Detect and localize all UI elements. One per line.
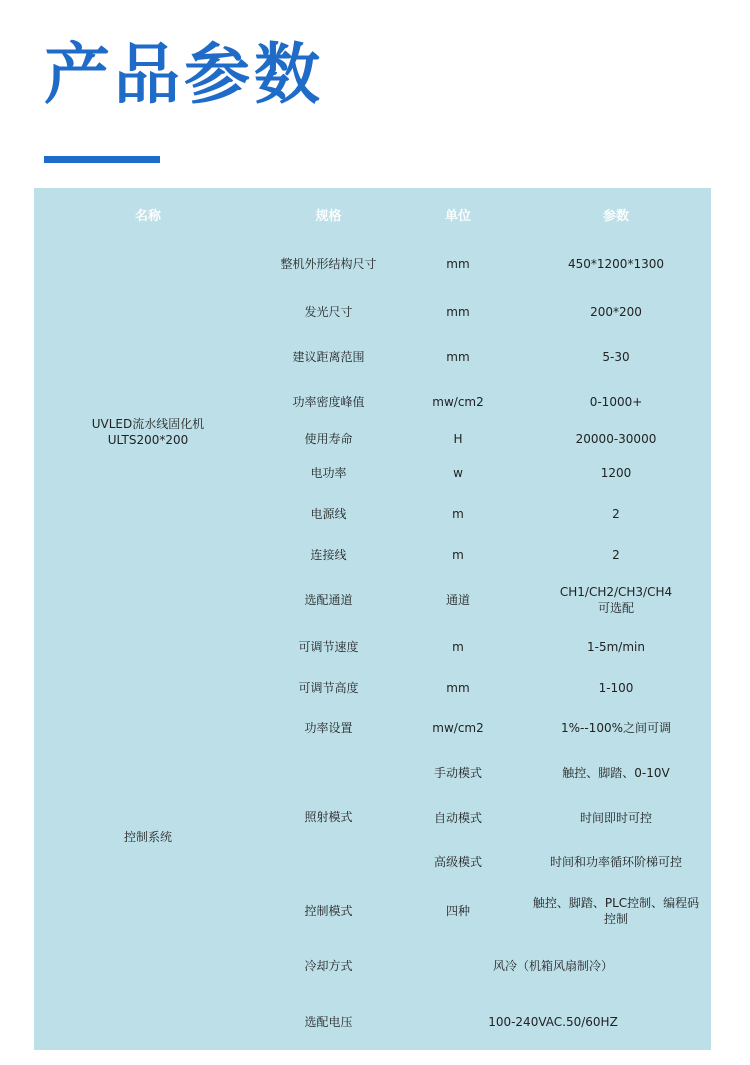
param-cell: 1-100 (598, 681, 634, 695)
unit-cell: 四种 (445, 904, 470, 918)
spec-cell: 电功率 (310, 466, 347, 480)
spec-cell: 功率密度峰值 (292, 395, 365, 409)
header-spec: 规格 (315, 208, 342, 224)
param-cell: 0-1000+ (589, 395, 643, 409)
spec-cell: 选配电压 (304, 1015, 353, 1029)
param-cell: 200*200 (590, 305, 642, 319)
unit-cell: m (452, 640, 464, 654)
param-cell: 触控、脚踏、PLC控制、编程码 控制 (532, 896, 700, 926)
header-unit: 单位 (444, 208, 471, 224)
unit-cell: mm (446, 350, 470, 364)
product-parameter-table (34, 188, 711, 1050)
table-row (34, 624, 711, 670)
param-cell: 5-30 (602, 350, 630, 364)
param-cell: 风冷（机箱风扇制冷） (492, 959, 613, 973)
table-header-row (34, 188, 711, 240)
param-cell: CH1/CH2/CH3/CH4 可选配 (559, 585, 673, 615)
unit-cell: 高级模式 (433, 855, 482, 869)
param-cell: 1%--100%之间可调 (560, 721, 671, 735)
param-cell: 450*1200*1300 (568, 257, 664, 271)
table-row (34, 240, 711, 288)
unit-cell: 通道 (445, 593, 470, 607)
unit-cell: 自动模式 (433, 811, 482, 825)
spec-cell: 冷却方式 (304, 959, 353, 973)
unit-cell: mw/cm2 (432, 721, 484, 735)
param-cell: 触控、脚踏、0-10V (562, 766, 670, 780)
unit-cell: 手动模式 (433, 766, 482, 780)
header-name: 名称 (134, 208, 161, 224)
spec-cell: 电源线 (310, 507, 347, 521)
unit-cell: H (453, 432, 463, 446)
param-cell: 100-240VAC.50/60HZ (488, 1015, 618, 1029)
page-title: 产品参数 (44, 36, 324, 113)
spec-cell: 选配通道 (304, 593, 353, 607)
spec-cell: 可调节高度 (298, 681, 359, 695)
unit-cell: mw/cm2 (432, 395, 484, 409)
spec-cell: 功率设置 (304, 721, 353, 735)
spec-cell: 使用寿命 (304, 432, 353, 446)
product-name: UVLED流水线固化机 ULTS200*200 (91, 417, 205, 447)
unit-cell: mm (446, 681, 470, 695)
param-cell: 20000-30000 (575, 432, 657, 446)
spec-cell: 整机外形结构尺寸 (280, 257, 377, 271)
spec-cell: 建议距离范围 (292, 350, 365, 364)
param-cell: 时间即时可控 (579, 811, 652, 825)
spec-cell: 可调节速度 (298, 640, 359, 654)
unit-cell: w (453, 466, 463, 480)
unit-cell: m (452, 507, 464, 521)
header-param: 参数 (602, 208, 629, 224)
param-cell: 时间和功率循环阶梯可控 (549, 855, 682, 869)
unit-cell: mm (446, 257, 470, 271)
unit-cell: m (452, 548, 464, 562)
param-cell: 2 (612, 548, 620, 562)
spec-cell: 控制模式 (304, 904, 353, 918)
unit-cell: mm (446, 305, 470, 319)
param-cell: 2 (612, 507, 620, 521)
spec-cell: 发光尺寸 (304, 305, 353, 319)
param-cell: 1-5m/min (587, 640, 645, 654)
group-name-control-system: 控制系统 (123, 830, 172, 844)
spec-cell-irradiation-mode: 照射模式 (304, 810, 353, 824)
title-underline (44, 156, 160, 163)
param-cell: 1200 (600, 466, 632, 480)
spec-cell: 连接线 (310, 548, 347, 562)
